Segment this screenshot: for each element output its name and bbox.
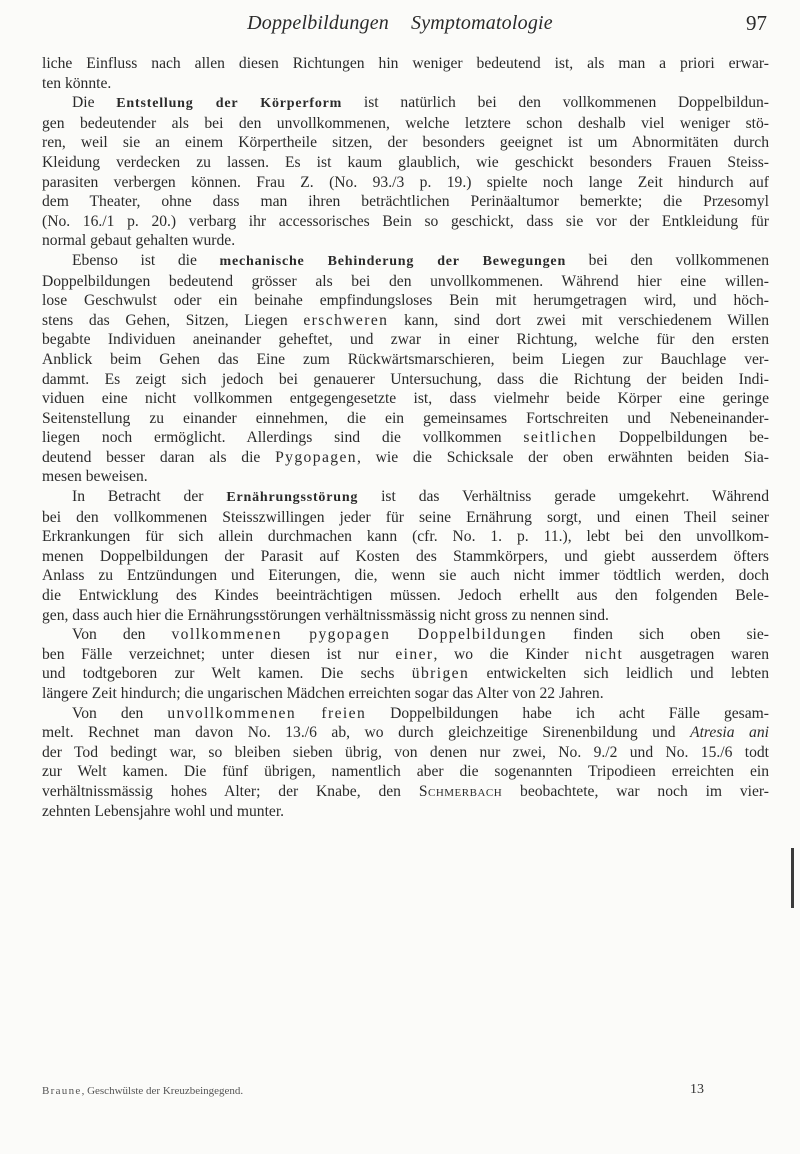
- text-line: [42, 350, 769, 370]
- text-fragment: ist das Verhältniss gerade umgekehrt. Während: [358, 488, 770, 506]
- text-fragment: ausgetragen waren: [623, 645, 769, 663]
- text-line-content: der Tod bedingt war, so bleiben sieben übrig, von denen nur zwei, No. 9./2 und No. 15./6 todt: [42, 743, 769, 761]
- text-line-content: mesen beweisen.: [42, 468, 148, 486]
- footer-book-title: , Geschwülste der Kreuzbeingegend.: [81, 1085, 244, 1097]
- text-line-content: zur Welt kamen. Die fünf übrigen, namentlich aber die sogenannten Tripodieen erreichten ein: [42, 763, 769, 781]
- text-line: [42, 272, 769, 292]
- text-line-content: Anlass zu Entzündungen und Eiterungen, die, wenn sie auch nicht immer tödtlich werden, doch: [42, 567, 769, 585]
- paragraph-behinderung: [42, 251, 769, 487]
- text-line: [42, 782, 769, 802]
- section-term: Entstellung der Körperform: [116, 96, 343, 112]
- text-fragment: liegen noch ermöglicht. Allerdings sind die vollkommen: [42, 429, 524, 447]
- text-line: [42, 487, 769, 508]
- text-fragment: entwickelten sich leidlich und lebten: [469, 665, 769, 683]
- text-fragment: , wie die Schicksale der oben erwähnten beiden Sia-: [357, 448, 770, 466]
- page-header: [0, 0, 800, 40]
- footer-author: Braune: [42, 1085, 82, 1097]
- spaced-emphasis: einer: [395, 645, 434, 663]
- text-line: [42, 330, 769, 350]
- margin-mark: [791, 848, 794, 908]
- text-line-content: gen, dass auch hier die Ernährungsstörungen verhältnissmässig nicht gross zu nennen sind.: [42, 606, 609, 624]
- text-fragment: Doppelbildungen habe ich acht Fälle gesam-: [366, 704, 769, 722]
- text-fragment: verhältnissmässig hohes Alter; der Knabe, den: [42, 782, 419, 800]
- text-line: [42, 645, 769, 665]
- footer-title: [42, 1085, 243, 1097]
- text-line-content: zehnten Lebensjahre wohl und munter.: [42, 802, 285, 820]
- text-line-content: (No. 16./1 p. 20.) verbarg ihr accessorisches Bein so geschickt, dass sie vor der Entkleidung für: [42, 212, 769, 230]
- text-line: [42, 547, 769, 567]
- text-line-content: Doppelbildungen bedeutend grösser als bei den unvollkommenen. Während hier eine willen-: [42, 272, 769, 290]
- text-line: [42, 54, 769, 74]
- page-body: [42, 54, 769, 821]
- text-line-content: dem Theater, ohne dass man ihren beträchtlichen Perinäaltumor bemerkte; die Przesomyl: [42, 193, 769, 211]
- spaced-emphasis: vollkommenen pygopagen Doppelbildungen: [171, 626, 548, 644]
- text-line-content: parasiten verbergen können. Frau Z. (No. 93./3 p. 19.) spielte noch lange Zeit hindurch auf: [42, 173, 769, 191]
- text-line-content: begabte Individuen aneinander geheftet, und zwar in einer Richtung, welche für den ersten: [42, 331, 769, 349]
- text-fragment: stens das Gehen, Sitzen, Liegen: [42, 311, 304, 329]
- text-line: [42, 389, 769, 409]
- text-fragment: In Betracht der: [72, 488, 227, 506]
- page-footer: [42, 1083, 769, 1103]
- text-fragment: Von den: [72, 626, 172, 644]
- paragraph-entstellung: [42, 93, 769, 251]
- paragraph-vollkommene: [42, 625, 769, 703]
- text-fragment: melt. Rechnet man davon No. 13./6 ab, wo durch gleichzeitige Sirenenbildung und: [42, 724, 691, 742]
- text-fragment: Doppelbildungen be-: [597, 429, 770, 447]
- spaced-emphasis: nicht: [585, 645, 624, 663]
- text-line: [42, 173, 769, 193]
- paragraph-continuation: [42, 54, 769, 93]
- running-head-left: Doppelbildungen: [247, 12, 389, 34]
- text-fragment: ist natürlich bei den vollkommenen Doppelbildun-: [342, 94, 769, 112]
- text-line: [42, 74, 769, 94]
- text-line-content: ten könnte.: [42, 74, 112, 92]
- text-line: [42, 566, 769, 586]
- text-line: [42, 762, 769, 782]
- spaced-emphasis: unvollkommenen freien: [167, 704, 367, 722]
- text-line: [42, 311, 769, 331]
- text-line: [42, 93, 769, 114]
- text-line: [42, 231, 769, 251]
- text-line: [42, 114, 769, 134]
- text-line: [42, 153, 769, 173]
- author-name: Schmerbach: [418, 782, 503, 800]
- text-line: [42, 467, 769, 487]
- signature-mark: 13: [690, 1082, 704, 1097]
- text-line: [42, 212, 769, 232]
- text-fragment: und todtgeboren zur Welt kamen. Die sechs: [42, 665, 412, 683]
- text-line: [42, 428, 769, 448]
- text-line: [42, 409, 769, 429]
- section-term: mechanische Behinderung der Bewegungen: [219, 253, 567, 269]
- paragraph-ernaehrung: [42, 487, 769, 625]
- text-line-content: die Entwicklung des Kindes beeinträchtigen müssen. Jedoch erhellt aus den folgenden Bele-: [42, 587, 769, 605]
- text-fragment: ben Fälle verzeichnet; unter diesen ist nur: [42, 645, 396, 663]
- text-line: [42, 684, 769, 704]
- text-line-content: Seitenstellung zu einander einnehmen, die ein gemeinsames Fortschreiten und Nebeneinander-: [42, 409, 769, 427]
- text-fragment: finden sich oben sie-: [547, 626, 769, 644]
- text-line: [42, 704, 769, 724]
- text-line: [42, 802, 769, 822]
- running-head-right: Symptomatologie: [411, 12, 553, 34]
- page-number: 97: [746, 11, 767, 35]
- text-line-content: lose Geschwulst oder ein beinahe empfindungsloses Bein mit herumgetragen wird, und höch-: [42, 292, 769, 310]
- text-line: [42, 192, 769, 212]
- text-line-content: Anblick beim Gehen das Eine zum Rückwärtsmarschieren, beim Liegen zur Bauchlage ver-: [42, 350, 769, 368]
- text-line: [42, 508, 769, 528]
- spaced-emphasis: Pygopagen: [275, 448, 357, 466]
- text-line: [42, 723, 769, 743]
- section-term: Ernährungsstörung: [226, 490, 359, 506]
- italic-term: Atresia ani: [690, 724, 769, 742]
- text-line-content: längere Zeit hindurch; die ungarischen Mädchen erreichten sogar das Alter von 22 Jahren.: [42, 685, 604, 702]
- running-head: [0, 12, 800, 35]
- text-line-content: ren, weil sie an einem Körpertheile sitzen, der besonders geeignet ist um Abnormitäten durch: [42, 134, 769, 152]
- text-line: [42, 370, 769, 390]
- text-line-content: menen Doppelbildungen der Parasit auf Kosten des Stammkörpers, und giebt ausserdem öfters: [42, 547, 769, 565]
- text-line-content: liche Einfluss nach allen diesen Richtungen hin weniger bedeutend ist, als man a priori erwar-: [42, 55, 769, 72]
- paragraph-unvollkommene: [42, 704, 769, 822]
- text-line-content: normal gebaut gehalten wurde.: [42, 232, 236, 250]
- text-fragment: deutend besser daran als die: [42, 448, 276, 466]
- spaced-emphasis: seitlichen: [523, 429, 598, 447]
- text-line: [42, 133, 769, 153]
- text-fragment: Von den: [72, 704, 168, 722]
- text-line-content: Kleidung verdecken zu lassen. Es ist kaum glaublich, wie geschickt besonders Frauen Steiss-: [42, 153, 769, 171]
- text-fragment: Die: [72, 94, 117, 112]
- text-fragment: kann, sind dort zwei mit verschiedenem Willen: [388, 311, 770, 329]
- text-line: [42, 527, 769, 547]
- text-line-content: viduen eine nicht vollkommen entgegengesetzte ist, dass vielmehr beide Körper eine geringe: [42, 390, 769, 408]
- text-line: [42, 625, 769, 645]
- text-line-content: bei den vollkommenen Steisszwillingen jeder für seine Ernährung sorgt, und einen Theil seiner: [42, 508, 769, 526]
- text-fragment: bei den vollkommenen: [566, 251, 769, 269]
- text-line: [42, 743, 769, 763]
- text-fragment: Ebenso ist die: [72, 251, 220, 269]
- text-line: [42, 586, 769, 606]
- text-fragment: beobachtete, war noch im vier-: [502, 782, 770, 800]
- text-line: [42, 251, 769, 272]
- text-line-content: dammt. Es zeigt sich jedoch bei genauerer Untersuchung, dass die Richtung der beiden Indi-: [42, 370, 769, 388]
- text-fragment: , wo die Kinder: [433, 645, 586, 663]
- spaced-emphasis: übrigen: [411, 665, 470, 683]
- spaced-emphasis: erschweren: [303, 311, 389, 329]
- text-line-content: gen bedeutender als bei den unvollkommenen, welche letztere schon deshalb viel weniger stö-: [42, 114, 769, 132]
- text-line: [42, 606, 769, 626]
- text-line: [42, 448, 769, 468]
- text-line-content: Erkrankungen für sich allein durchmachen kann (cfr. No. 1. p. 11.), lebt bei den unvollkom-: [42, 528, 769, 546]
- text-line: [42, 291, 769, 311]
- text-line: [42, 664, 769, 684]
